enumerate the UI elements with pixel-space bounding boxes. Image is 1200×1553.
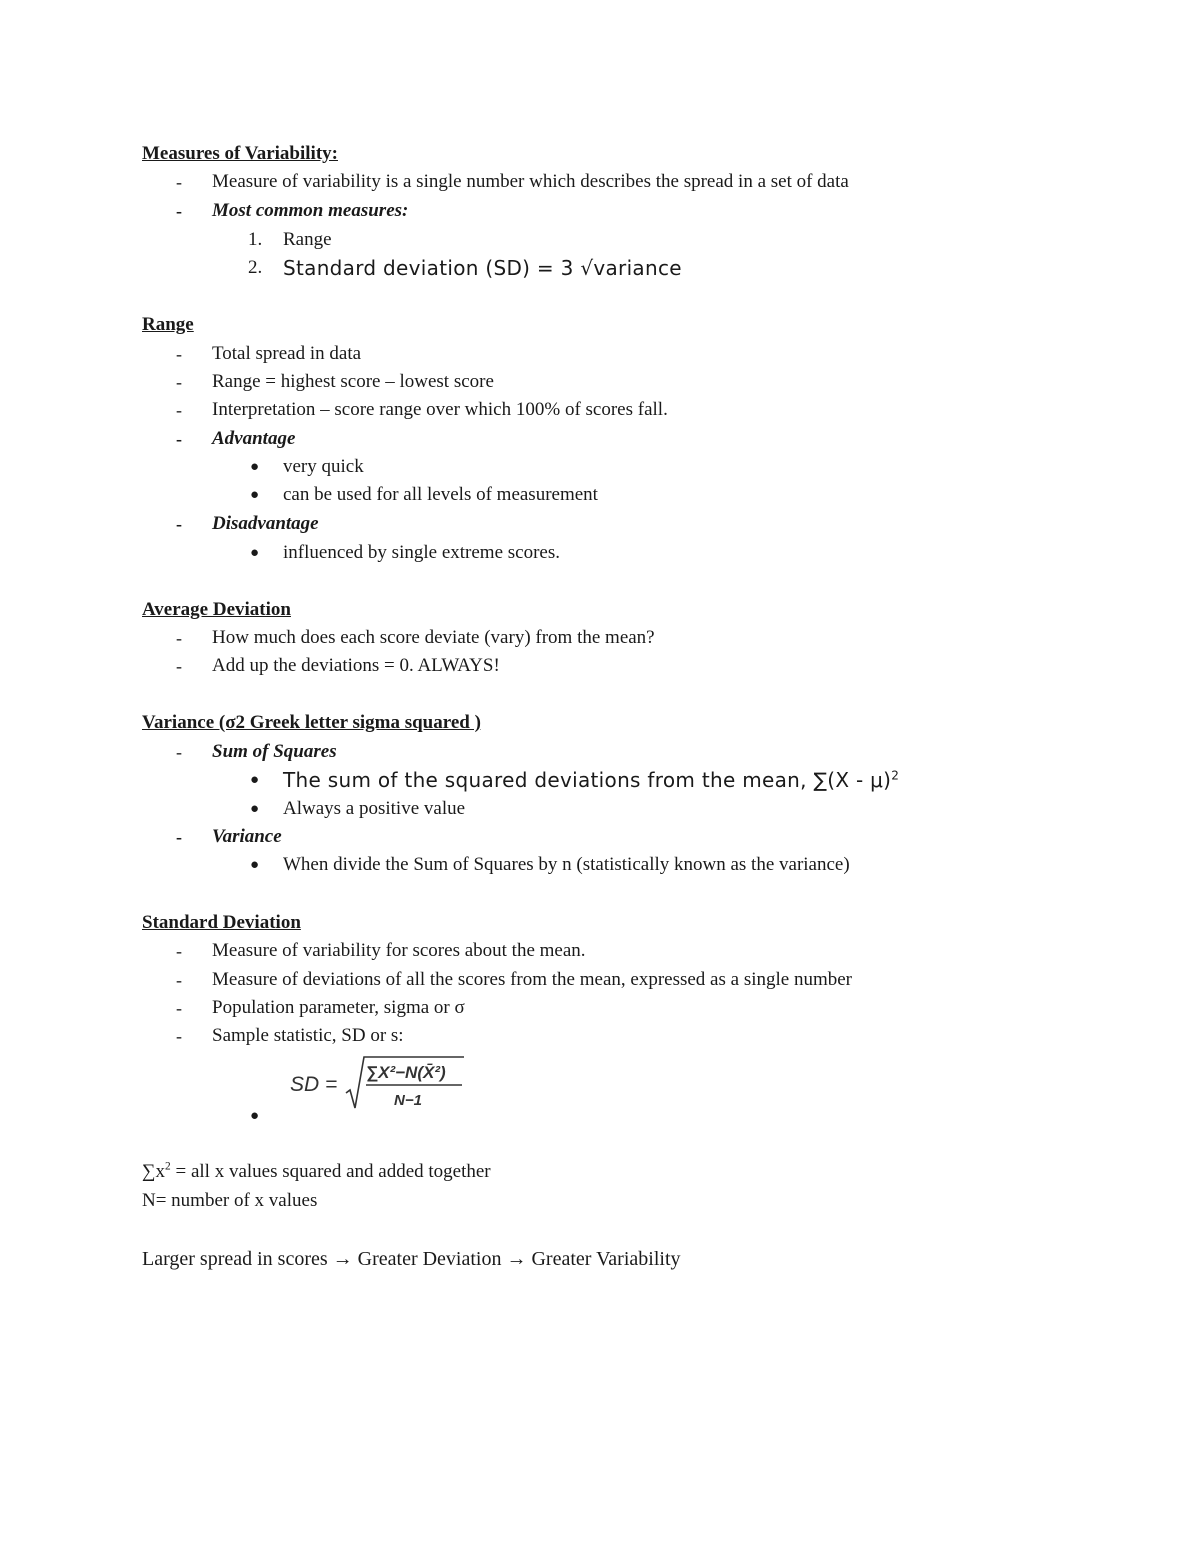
sd-formula-denominator: N−1 xyxy=(394,1092,422,1109)
measures-list-range: Range xyxy=(283,229,332,250)
range-advantage-all-levels: can be used for all levels of measurement xyxy=(283,484,598,505)
heading-measures-of-variability: Measures of Variability: xyxy=(142,143,338,164)
variance-label: Variance xyxy=(212,826,282,847)
heading-variance: Variance (σ2 Greek letter sigma squared ) xyxy=(142,712,481,733)
dash-marker: - xyxy=(176,400,182,420)
note-sum-x-text: = all x values squared and added together xyxy=(170,1161,491,1182)
dash-marker: - xyxy=(176,201,182,221)
bullet-marker: ● xyxy=(250,545,260,561)
dash-marker: - xyxy=(176,656,182,676)
variance-sos-superscript: 2 xyxy=(891,768,900,783)
sd-item-about-mean: Measure of variability for scores about the mean. xyxy=(212,940,586,961)
bullet-marker: ● xyxy=(250,1108,260,1124)
dash-marker: - xyxy=(176,742,182,762)
note-n-definition: N= number of x values xyxy=(142,1190,318,1211)
bullet-marker: ● xyxy=(250,772,260,788)
avgdev-item-question: How much does each score deviate (vary) from the mean? xyxy=(212,627,655,648)
measures-list-standard-deviation: Standard deviation (SD) = 3 √variance xyxy=(283,256,682,280)
range-item-total-spread: Total spread in data xyxy=(212,343,362,364)
dash-marker: - xyxy=(176,372,182,392)
dash-marker: - xyxy=(176,970,182,990)
range-disadvantage-extreme: influenced by single extreme scores. xyxy=(283,542,560,563)
range-disadvantage-label: Disadvantage xyxy=(212,513,319,534)
note-conclusion: Larger spread in scores → Greater Deviation → Greater Variability xyxy=(142,1248,681,1270)
heading-standard-deviation: Standard Deviation xyxy=(142,912,301,933)
dash-marker: - xyxy=(176,827,182,847)
heading-average-deviation: Average Deviation xyxy=(142,599,291,620)
sd-item-sample-statistic: Sample statistic, SD or s: xyxy=(212,1025,404,1046)
list-number: 1. xyxy=(248,229,263,250)
sd-item-population-parameter: Population parameter, sigma or σ xyxy=(212,997,465,1018)
range-advantage-quick: very quick xyxy=(283,456,364,477)
variance-sos-positive: Always a positive value xyxy=(283,798,466,819)
dash-marker: - xyxy=(176,941,182,961)
sd-formula-numerator: ∑X²−N(X̄²) xyxy=(366,1063,446,1082)
dash-marker: - xyxy=(176,172,182,192)
measures-item-definition: Measure of variability is a single number which describes the spread in a set of data xyxy=(212,171,849,192)
heading-range: Range xyxy=(142,314,194,335)
avgdev-item-always-zero: Add up the deviations = 0. ALWAYS! xyxy=(212,655,500,676)
range-item-formula: Range = highest score – lowest score xyxy=(212,371,494,392)
bullet-marker: ● xyxy=(250,857,260,873)
range-item-interpretation: Interpretation – score range over which 100% of scores fall. xyxy=(212,399,668,420)
list-number: 2. xyxy=(248,257,263,278)
dash-marker: - xyxy=(176,344,182,364)
note-sum-x-squared xyxy=(142,1160,491,1184)
dash-marker: - xyxy=(176,514,182,534)
range-advantage-label: Advantage xyxy=(212,428,296,449)
bullet-marker: ● xyxy=(250,801,260,817)
variance-sos-definition xyxy=(283,768,899,792)
sd-formula-lhs: SD = xyxy=(290,1073,338,1096)
variance-sum-of-squares-label: Sum of Squares xyxy=(212,741,337,762)
dash-marker: - xyxy=(176,628,182,648)
dash-marker: - xyxy=(176,429,182,449)
sd-item-single-number: Measure of deviations of all the scores from the mean, expressed as a single number xyxy=(212,969,852,990)
note-sum-x-superscript: 2 xyxy=(165,1160,171,1173)
dash-marker: - xyxy=(176,998,182,1018)
dash-marker: - xyxy=(176,1026,182,1046)
bullet-marker: ● xyxy=(250,459,260,475)
variance-divide-by-n: When divide the Sum of Squares by n (statistically known as the variance) xyxy=(283,854,850,875)
variance-sos-definition-text: The sum of the squared deviations from the mean, ∑(X - μ) xyxy=(283,768,892,792)
sd-formula xyxy=(288,1053,466,1111)
note-sum-x-prefix: ∑x xyxy=(142,1161,166,1182)
bullet-marker: ● xyxy=(250,487,260,503)
measures-item-most-common: Most common measures: xyxy=(212,200,409,221)
